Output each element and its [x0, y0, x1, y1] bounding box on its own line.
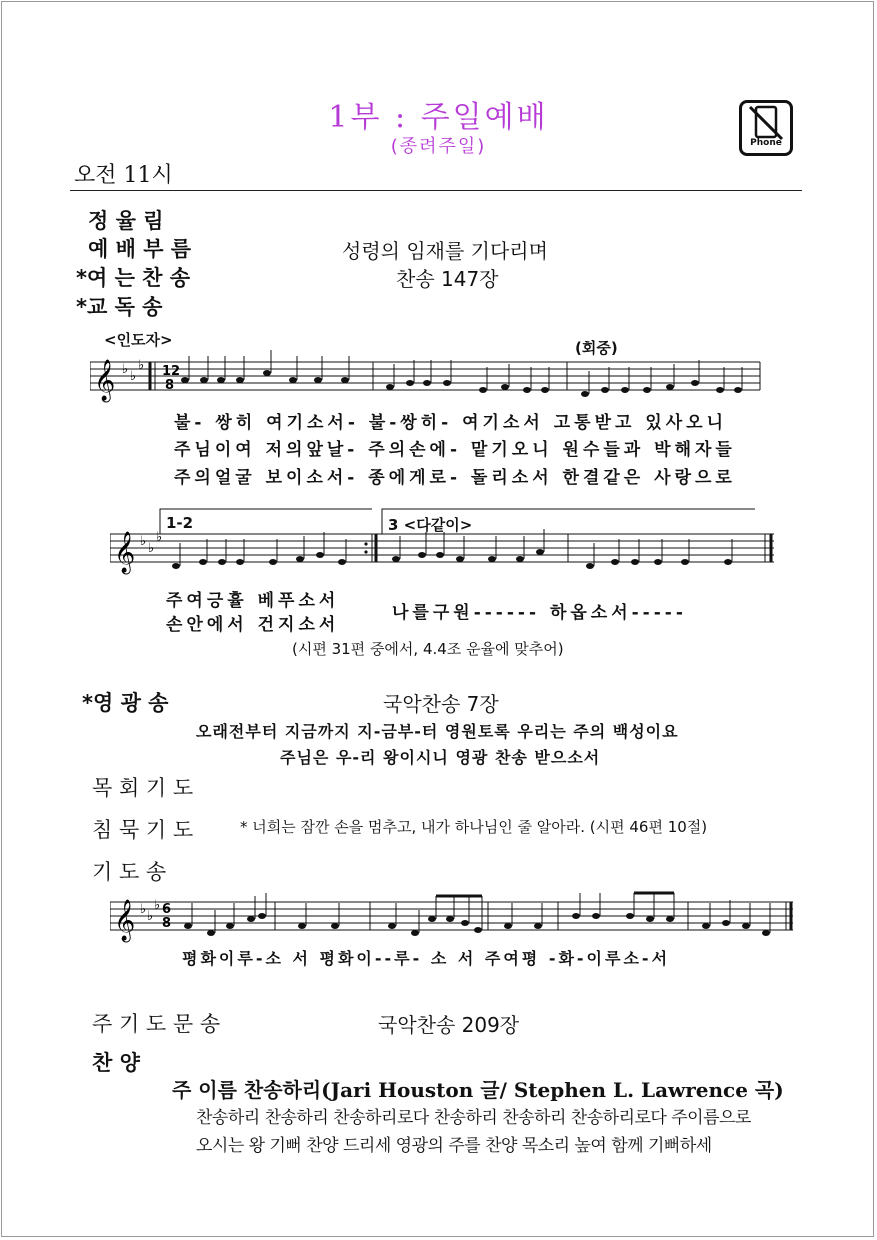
congregation-label: (회중) — [575, 339, 618, 357]
anthem-title: 주 이름 찬송하리(Jari Houston 글/ Stephen L. Lawrence 곡) — [172, 1078, 784, 1102]
svg-text:♭: ♭ — [130, 369, 137, 384]
order-label-opening-hymn: *여 는 찬 송 — [76, 266, 191, 290]
reading-source: (시편 31편 중에서, 4.4조 운율에 맞추어) — [292, 640, 564, 658]
silent-prayer-label: 침 묵 기 도 — [92, 818, 194, 842]
svg-text:♭: ♭ — [156, 530, 163, 545]
page-subtitle: (종려주일) — [390, 136, 487, 157]
anthem-label: 찬 양 — [92, 1051, 140, 1075]
page-title: 1부 : 주일예배 — [328, 100, 549, 135]
svg-text:♭: ♭ — [154, 898, 161, 913]
svg-text:6: 6 — [162, 902, 172, 917]
lords-prayer-label: 주 기 도 문 송 — [92, 1012, 221, 1036]
order-label-responsive-reading: *교 독 송 — [76, 295, 163, 319]
svg-text:12: 12 — [162, 364, 181, 379]
reading-lyric-5: 손안에서 건지소서 — [166, 615, 340, 635]
gloria-lyric-2: 주님은 우-리 왕이시니 영광 찬송 받으소서 — [280, 748, 601, 767]
reading-lyric-6: 나를구원------ 하옵소서----- — [392, 603, 687, 623]
gloria-label: *영 광 송 — [82, 691, 169, 715]
reading-lyric-4: 주여긍휼 베푸소서 — [166, 591, 340, 611]
order-value-opening-hymn: 찬송 147장 — [396, 267, 499, 291]
svg-text:𝄞: 𝄞 — [114, 900, 136, 941]
gloria-lyric-1: 오래전부터 지금까지 지-금부-터 영원토록 우리는 주의 백성이요 — [196, 722, 679, 741]
svg-text:𝄞: 𝄞 — [114, 532, 136, 573]
svg-text:♭: ♭ — [148, 541, 155, 556]
order-label-prelude: 정 율 림 — [88, 209, 164, 233]
svg-text:♭: ♭ — [140, 534, 147, 549]
svg-text:8: 8 — [165, 378, 175, 393]
svg-text:♭: ♭ — [140, 902, 147, 917]
order-value-call: 성령의 임재를 기다리며 — [342, 239, 548, 263]
silent-prayer-note: * 너희는 잠깐 손을 멈추고, 내가 하나님인 줄 알아라. (시편 46편 10절) — [240, 818, 708, 836]
prayer-song-label: 기 도 송 — [92, 860, 167, 884]
svg-text:8: 8 — [162, 916, 172, 931]
svg-text:♭: ♭ — [147, 909, 154, 924]
header-divider — [70, 190, 802, 191]
ending-3-label: 3 <다같이> — [388, 516, 473, 534]
reading-lyric-2: 주님이여 저의앞날- 주의손에- 맡기오니 원수들과 박해자들 — [174, 440, 736, 460]
prayer-song-lyric: 평화이루-소 서 평화이--루- 소 서 주여평 -화-이루소-서 — [182, 949, 671, 968]
music-staff-1 — [90, 350, 770, 406]
lords-prayer-value: 국악찬송 209장 — [378, 1013, 520, 1037]
order-label-call: 예 배 부 름 — [88, 237, 192, 261]
gloria-value: 국악찬송 7장 — [383, 692, 499, 716]
pastoral-prayer-label: 목 회 기 도 — [92, 776, 194, 800]
leader-label: <인도자> — [104, 331, 173, 349]
reading-lyric-3: 주의얼굴 보이소서- 종에게로- 돌리소서 한결같은 사랑으로 — [174, 468, 736, 488]
reading-lyric-1: 불- 쌍히 여기소서- 불-쌍히- 여기소서 고통받고 있사오니 — [174, 413, 728, 433]
svg-text:♭: ♭ — [122, 362, 129, 377]
no-phone-icon — [739, 100, 793, 156]
service-time: 오전 11시 — [74, 163, 173, 188]
svg-text:𝄞: 𝄞 — [94, 360, 116, 401]
phone-icon-label: Phone — [750, 138, 782, 148]
music-staff-3 — [110, 888, 800, 944]
anthem-lyric-2: 오시는 왕 기뻐 찬양 드리세 영광의 주를 찬양 목소리 높여 함께 기뻐하세 — [196, 1136, 712, 1156]
svg-text:♭: ♭ — [138, 358, 145, 373]
anthem-lyric-1: 찬송하리 찬송하리 찬송하리로다 찬송하리 찬송하리 찬송하리로다 주이름으로 — [196, 1108, 751, 1128]
ending-1-2-label: 1-2 — [166, 514, 194, 532]
